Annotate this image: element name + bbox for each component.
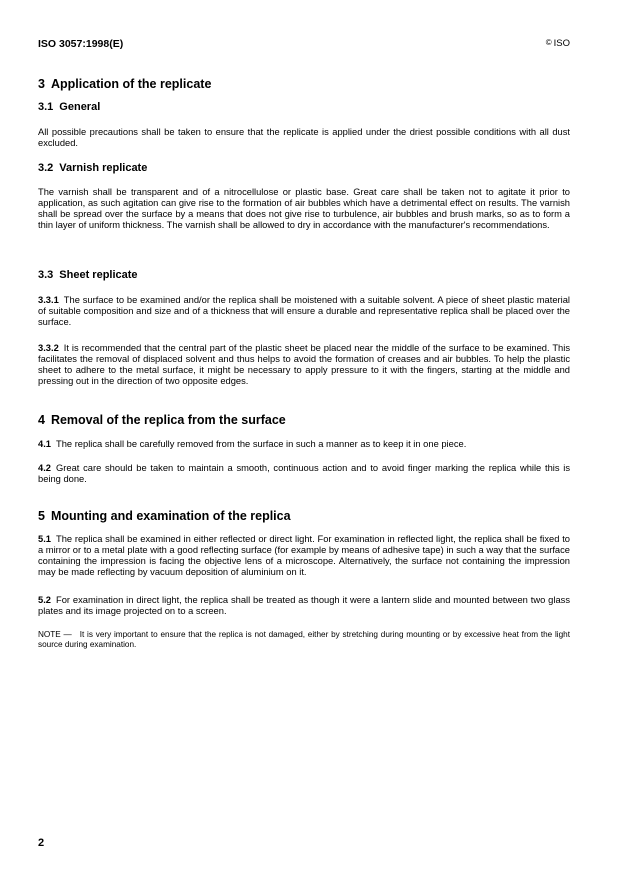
clause-number: 3.3.1 bbox=[38, 295, 59, 305]
section-number: 5 bbox=[38, 509, 45, 523]
paragraph-text: All possible precautions shall be taken to ensure that the replicate is applied under the driest possible conditions with all dust excluded. bbox=[38, 127, 570, 149]
subsection-title: General bbox=[59, 101, 101, 113]
section-title: Mounting and examination of the replica bbox=[50, 509, 291, 523]
subsection-number: 3.3 bbox=[38, 269, 54, 281]
section-3-2-heading bbox=[38, 162, 570, 175]
paragraph-text: Great care should be taken to maintain a smooth, continuous action and to avoid finger marking the replica while this is being done. bbox=[38, 463, 570, 485]
section-4-heading bbox=[38, 413, 570, 427]
section-3-heading bbox=[38, 77, 570, 91]
paragraph-text: It is recommended that the central part of the plastic sheet be placed near the middle of the surface to be examined. This facilitates the removal of displaced solvent and thus helps to avoid the formation of creases and air bubbles. To help the plastic sheet to adhere to the metal surface, it might be necessary to apply pressure to it with the fingers, starting at the middle and pressing out in the direction of two opposite edges. bbox=[38, 343, 570, 387]
section-4-1-paragraph bbox=[38, 439, 570, 450]
section-4-2-paragraph bbox=[38, 463, 570, 485]
clause-number: 4.1 bbox=[38, 439, 51, 449]
section-title: Removal of the replica from the surface bbox=[50, 413, 286, 427]
section-3-1-paragraph bbox=[38, 127, 570, 149]
page-number: 2 bbox=[38, 837, 45, 849]
section-3-3-heading bbox=[38, 269, 570, 282]
clause-number: 5.1 bbox=[38, 534, 51, 544]
paragraph-text: The replica shall be carefully removed from the surface in such a manner as to keep it in one piece. bbox=[56, 439, 467, 449]
subsection-number: 3.1 bbox=[38, 101, 54, 113]
paragraph-text: The replica shall be examined in either reflected or direct light. For examination in reflected light, the replica shall be fixed to a mirror or to a metal plate with a good reflecting surface (for example by means of adhesive tape) in such a way that the surface containing the impression is facing the objective lens of a microscope. Alternatively, the surface not containing the impression may be made reflecting by vacuum deposition of aluminium on it. bbox=[38, 534, 570, 578]
clause-number: 4.2 bbox=[38, 463, 51, 473]
note-label: NOTE — bbox=[38, 630, 72, 639]
section-5-heading bbox=[38, 509, 570, 523]
subsection-title: Varnish replicate bbox=[59, 162, 148, 174]
section-5-1-paragraph bbox=[38, 534, 570, 578]
copyright-org: ISO bbox=[553, 38, 570, 49]
paragraph-text: The surface to be examined and/or the replica shall be moistened with a suitable solvent. A piece of sheet plastic material of suitable composition and size and of a thickness that will ensure a durable and representative replica shall be placed over the surface. bbox=[38, 295, 570, 328]
clause-number: 3.3.2 bbox=[38, 343, 59, 353]
document-header-standard: ISO 3057:1998(E) bbox=[38, 38, 124, 50]
paragraph-text: The varnish shall be transparent and of a nitrocellulose or plastic base. Great care shall be taken not to agitate it prior to application, as such agitation can give rise to the formation of air bubbles which have a detrimental effect on results. The varnish shall be spread over the surface by a means that does not give rise to turbulence, air bubbles and brush marks, so as to form a thin layer of uniform thickness. The varnish shall be allowed to dry in accordance with the manufacturer's recommendations. bbox=[38, 187, 570, 231]
clause-number: 5.2 bbox=[38, 595, 51, 605]
section-3-3-1-paragraph bbox=[38, 295, 570, 328]
note-paragraph bbox=[38, 630, 570, 650]
copyright-symbol: © bbox=[545, 38, 552, 47]
subsection-number: 3.2 bbox=[38, 162, 54, 174]
section-number: 4 bbox=[38, 413, 45, 427]
section-5-2-paragraph bbox=[38, 595, 570, 617]
section-3-2-paragraph bbox=[38, 187, 570, 231]
section-3-1-heading bbox=[38, 101, 570, 114]
note-text: It is very important to ensure that the replica is not damaged, either by stretching during mounting or by excessive heat from the light source during examination. bbox=[38, 630, 570, 650]
subsection-title: Sheet replicate bbox=[59, 269, 138, 281]
paragraph-text: For examination in direct light, the replica shall be treated as though it were a lantern slide and mounted between two glass plates and its image projected on to a screen. bbox=[38, 595, 570, 617]
section-number: 3 bbox=[38, 77, 45, 91]
section-title: Application of the replicate bbox=[50, 77, 212, 91]
section-3-3-2-paragraph bbox=[38, 343, 570, 387]
document-header-copyright bbox=[546, 38, 570, 49]
